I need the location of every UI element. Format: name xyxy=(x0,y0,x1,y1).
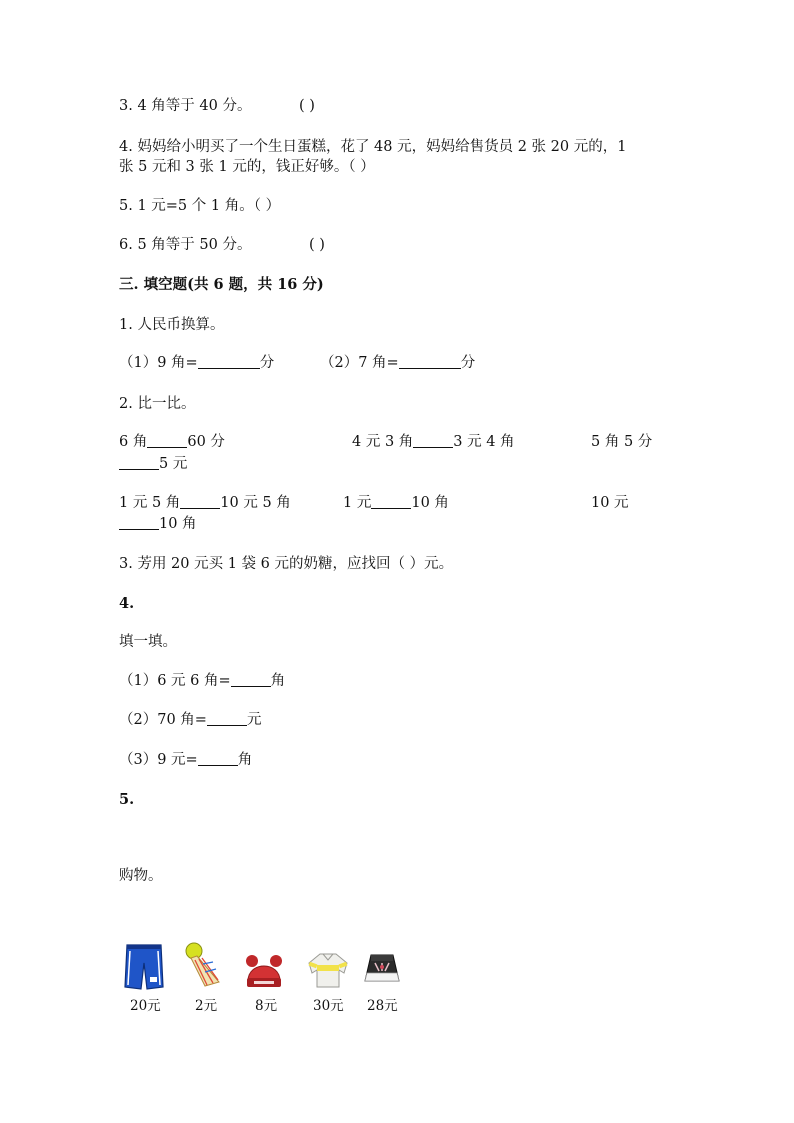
judge-q3: 3. 4 角等于 40 分。 xyxy=(119,98,252,114)
fill-q2-title: 2. 比一比。 xyxy=(119,396,196,412)
answer-blank[interactable] xyxy=(198,354,260,369)
skirt-icon xyxy=(363,951,401,987)
fill-q4-c: （3）9 元= 角 xyxy=(119,752,253,768)
fill-q1-title: 1. 人民币换算。 xyxy=(119,317,225,333)
compare-2a: 1 元 5 角 10 元 5 角 xyxy=(119,495,291,511)
answer-blank[interactable] xyxy=(119,455,159,470)
price-label: 30元 xyxy=(313,998,344,1014)
judge-q4-line1: 4. 妈妈给小明买了一个生日蛋糕，花了 48 元，妈妈给售货员 2 张 20 元的，1 xyxy=(119,139,627,155)
compare-1c-cont: 5 元 xyxy=(119,454,187,474)
compare-2c: 10 元 xyxy=(591,495,629,511)
answer-blank[interactable] xyxy=(147,433,187,448)
compare-1b: 4 元 3 角 3 元 4 角 xyxy=(352,434,515,450)
answer-blank[interactable] xyxy=(413,433,453,448)
answer-blank[interactable] xyxy=(119,515,159,530)
hat-icon xyxy=(245,953,283,989)
fill-q1-row-b: （2）7 角= 分 xyxy=(320,355,476,371)
section-title: 三. 填空题(共 6 题，共 16 分) xyxy=(119,276,324,293)
shuttlecock-icon xyxy=(183,942,221,988)
fill-q4-a: （1）6 元 6 角= 角 xyxy=(119,673,286,689)
shorts-icon xyxy=(124,943,164,991)
compare-2c-cont: 10 角 xyxy=(119,514,197,534)
compare-2b: 1 元 10 角 xyxy=(343,495,449,511)
fill-q4-number: 4. xyxy=(119,595,135,612)
jacket-icon xyxy=(307,951,349,989)
fill-q4-b: （2）70 角= 元 xyxy=(119,712,262,728)
price-label: 8元 xyxy=(255,998,278,1014)
answer-blank[interactable] xyxy=(231,672,271,687)
judge-q4-line2: 张 5 元和 3 张 1 元的，钱正好够。（ ） xyxy=(119,159,375,175)
answer-blank[interactable] xyxy=(207,711,247,726)
fill-q5-number: 5. xyxy=(119,791,135,808)
price-label: 20元 xyxy=(130,998,161,1014)
answer-blank[interactable] xyxy=(399,354,461,369)
answer-blank[interactable] xyxy=(180,494,220,509)
fill-q5-title: 购物。 xyxy=(119,868,163,884)
judge-q5: 5. 1 元=5 个 1 角。（ ） xyxy=(119,198,281,214)
fill-q3: 3. 芳用 20 元买 1 袋 6 元的奶糖，应找回（ ）元。 xyxy=(119,556,454,572)
fill-q1-row: （1）9 角= 分 xyxy=(119,355,275,371)
judge-q6-paren[interactable]: ( ) xyxy=(309,237,325,253)
answer-blank[interactable] xyxy=(198,751,238,766)
price-label: 2元 xyxy=(195,998,218,1014)
fill-q4-title: 填一填。 xyxy=(119,634,177,650)
judge-q6: 6. 5 角等于 50 分。 xyxy=(119,237,252,253)
answer-blank[interactable] xyxy=(371,494,411,509)
compare-1a: 6 角 60 分 xyxy=(119,434,225,450)
judge-q3-paren[interactable]: ( ) xyxy=(299,98,315,114)
compare-1c: 5 角 5 分 xyxy=(591,434,653,450)
price-label: 28元 xyxy=(367,998,398,1014)
